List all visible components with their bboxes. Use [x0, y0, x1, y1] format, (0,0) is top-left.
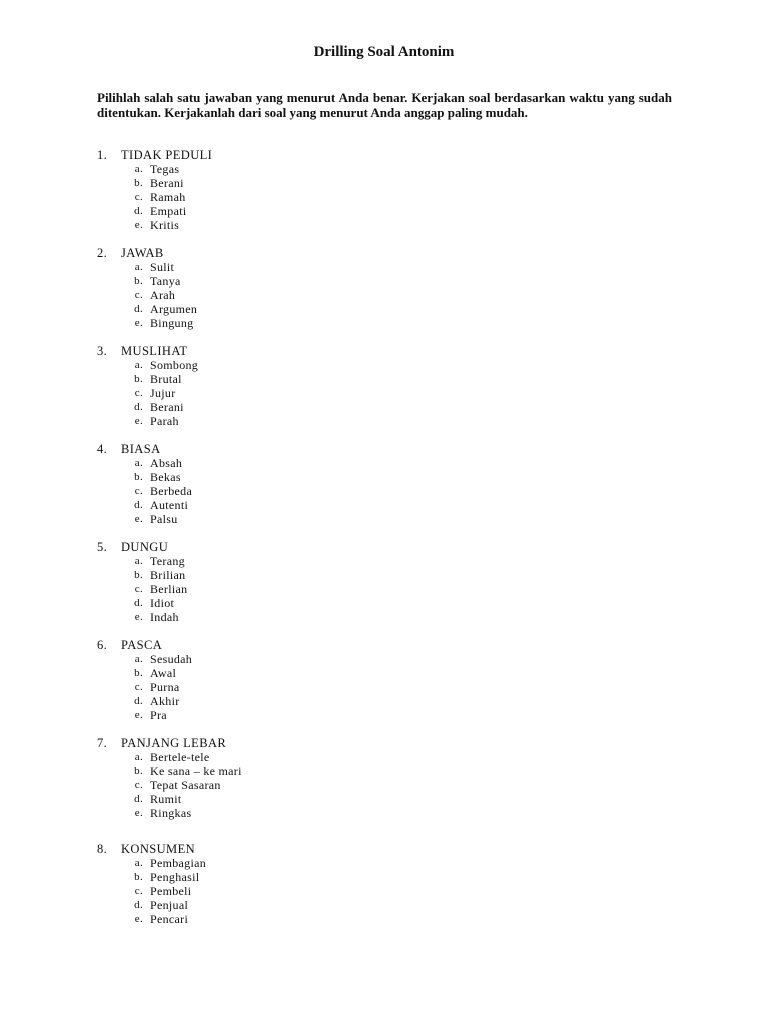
question-item: [97, 842, 497, 926]
option-text: Absah: [150, 456, 183, 470]
question-item: [97, 736, 497, 820]
option-text: Berbeda: [150, 484, 193, 498]
question-number: 4.: [97, 442, 108, 456]
option-text: Arah: [150, 288, 176, 302]
answer-option: [97, 204, 497, 218]
option-letter: b.: [134, 871, 143, 883]
question-header: [97, 736, 497, 750]
option-text: Awal: [150, 666, 177, 680]
question-word: TIDAK PEDULI: [121, 148, 213, 162]
answer-option: [97, 162, 497, 176]
option-text: Rumit: [150, 792, 182, 806]
option-text: Pra: [150, 708, 167, 722]
question-number: 7.: [97, 736, 108, 750]
option-text: Terang: [150, 554, 185, 568]
question-word: PANJANG LEBAR: [121, 736, 227, 750]
option-text: Autenti: [150, 498, 189, 512]
option-letter: c.: [134, 387, 143, 399]
option-text: Akhir: [150, 694, 180, 708]
answer-option: [97, 554, 497, 568]
option-list: [97, 554, 497, 624]
question-number: 2.: [97, 246, 108, 260]
option-letter: e.: [134, 317, 143, 329]
option-letter: a.: [134, 751, 143, 763]
answer-option: [97, 358, 497, 372]
question-header: [97, 344, 497, 358]
question-item: [97, 442, 497, 526]
question-header: [97, 842, 497, 856]
option-text: Sombong: [150, 358, 199, 372]
option-letter: b.: [134, 471, 143, 483]
question-number: 5.: [97, 540, 108, 554]
answer-option: [97, 414, 497, 428]
option-letter: c.: [134, 885, 143, 897]
answer-option: [97, 708, 497, 722]
option-text: Bingung: [150, 316, 194, 330]
option-letter: a.: [134, 653, 143, 665]
option-list: [97, 162, 497, 232]
option-list: [97, 652, 497, 722]
option-text: Idiot: [150, 596, 175, 610]
option-text: Berani: [150, 400, 184, 414]
question-item: [97, 246, 497, 330]
option-text: Kritis: [150, 218, 180, 232]
answer-option: [97, 582, 497, 596]
question-header: [97, 246, 497, 260]
option-letter: e.: [134, 513, 143, 525]
answer-option: [97, 288, 497, 302]
answer-option: [97, 680, 497, 694]
question-header: [97, 442, 497, 456]
answer-option: [97, 456, 497, 470]
option-letter: e.: [134, 913, 143, 925]
question-list: [97, 148, 497, 926]
option-letter: a.: [134, 857, 143, 869]
option-letter: c.: [134, 779, 143, 791]
option-text: Purna: [150, 680, 180, 694]
answer-option: [97, 386, 497, 400]
option-letter: a.: [134, 457, 143, 469]
option-list: [97, 456, 497, 526]
option-text: Jujur: [150, 386, 176, 400]
question-number: 3.: [97, 344, 108, 358]
option-letter: b.: [134, 569, 143, 581]
question-number: 1.: [97, 148, 108, 162]
answer-option: [97, 610, 497, 624]
answer-option: [97, 274, 497, 288]
answer-option: [97, 218, 497, 232]
option-letter: d.: [134, 899, 143, 911]
question-word: DUNGU: [121, 540, 169, 554]
question-number: 6.: [97, 638, 108, 652]
question-item: [97, 540, 497, 624]
option-letter: b.: [134, 177, 143, 189]
option-letter: d.: [134, 499, 143, 511]
option-text: Brutal: [150, 372, 182, 386]
option-letter: d.: [134, 205, 143, 217]
option-text: Pembeli: [150, 884, 192, 898]
option-letter: e.: [134, 709, 143, 721]
option-text: Tepat Sasaran: [150, 778, 221, 792]
option-text: Parah: [150, 414, 179, 428]
answer-option: [97, 190, 497, 204]
option-letter: b.: [134, 373, 143, 385]
answer-option: [97, 176, 497, 190]
answer-option: [97, 316, 497, 330]
option-text: Indah: [150, 610, 179, 624]
answer-option: [97, 666, 497, 680]
option-letter: b.: [134, 667, 143, 679]
option-text: Brilian: [150, 568, 186, 582]
option-text: Pencari: [150, 912, 189, 926]
option-letter: c.: [134, 681, 143, 693]
option-letter: c.: [134, 191, 143, 203]
option-text: Bertele-tele: [150, 750, 210, 764]
answer-option: [97, 898, 497, 912]
option-text: Sulit: [150, 260, 175, 274]
option-text: Argumen: [150, 302, 198, 316]
answer-option: [97, 302, 497, 316]
answer-option: [97, 764, 497, 778]
answer-option: [97, 778, 497, 792]
option-text: Pembagian: [150, 856, 207, 870]
option-letter: a.: [134, 163, 143, 175]
answer-option: [97, 568, 497, 582]
option-letter: e.: [134, 415, 143, 427]
option-text: Sesudah: [150, 652, 193, 666]
question-word: MUSLIHAT: [121, 344, 188, 358]
option-letter: d.: [134, 793, 143, 805]
answer-option: [97, 596, 497, 610]
option-letter: a.: [134, 261, 143, 273]
option-text: Bekas: [150, 470, 181, 484]
option-text: Ringkas: [150, 806, 192, 820]
question-item: [97, 148, 497, 232]
option-list: [97, 260, 497, 330]
option-text: Penghasil: [150, 870, 200, 884]
question-word: JAWAB: [121, 246, 164, 260]
option-text: Tanya: [150, 274, 181, 288]
answer-option: [97, 484, 497, 498]
option-letter: e.: [134, 219, 143, 231]
option-letter: b.: [134, 765, 143, 777]
answer-option: [97, 694, 497, 708]
option-text: Berlian: [150, 582, 188, 596]
option-letter: d.: [134, 401, 143, 413]
option-letter: c.: [134, 583, 143, 595]
question-number: 8.: [97, 842, 108, 856]
option-text: Berani: [150, 176, 184, 190]
option-letter: e.: [134, 611, 143, 623]
answer-option: [97, 912, 497, 926]
option-letter: a.: [134, 555, 143, 567]
question-header: [97, 540, 497, 554]
answer-option: [97, 400, 497, 414]
question-word: KONSUMEN: [121, 842, 196, 856]
option-letter: c.: [134, 289, 143, 301]
option-text: Empati: [150, 204, 187, 218]
answer-option: [97, 856, 497, 870]
option-letter: a.: [134, 359, 143, 371]
answer-option: [97, 470, 497, 484]
answer-option: [97, 372, 497, 386]
option-letter: d.: [134, 695, 143, 707]
option-letter: c.: [134, 485, 143, 497]
option-letter: d.: [134, 597, 143, 609]
answer-option: [97, 512, 497, 526]
question-header: [97, 638, 497, 652]
answer-option: [97, 652, 497, 666]
answer-option: [97, 260, 497, 274]
answer-option: [97, 870, 497, 884]
option-text: Palsu: [150, 512, 178, 526]
option-text: Ramah: [150, 190, 186, 204]
answer-option: [97, 750, 497, 764]
answer-option: [97, 884, 497, 898]
answer-option: [97, 806, 497, 820]
option-list: [97, 358, 497, 428]
question-item: [97, 638, 497, 722]
option-text: Ke sana – ke mari: [150, 764, 242, 778]
option-letter: e.: [134, 807, 143, 819]
question-header: [97, 148, 497, 162]
option-letter: b.: [134, 275, 143, 287]
option-list: [97, 856, 497, 926]
option-letter: d.: [134, 303, 143, 315]
option-text: Penjual: [150, 898, 189, 912]
page-title: Drilling Soal Antonim: [313, 44, 455, 60]
question-word: BIASA: [121, 442, 161, 456]
question-item: [97, 344, 497, 428]
answer-option: [97, 792, 497, 806]
question-word: PASCA: [121, 638, 163, 652]
option-list: [97, 750, 497, 820]
instructions-paragraph: Pilihlah salah satu jawaban yang menurut Anda benar. Kerjakan soal berdasarkan waktu yang sudah ditentukan. Kerjakanlah dari soal yang menurut Anda anggap paling mudah.: [97, 90, 672, 120]
answer-option: [97, 498, 497, 512]
option-text: Tegas: [150, 162, 180, 176]
